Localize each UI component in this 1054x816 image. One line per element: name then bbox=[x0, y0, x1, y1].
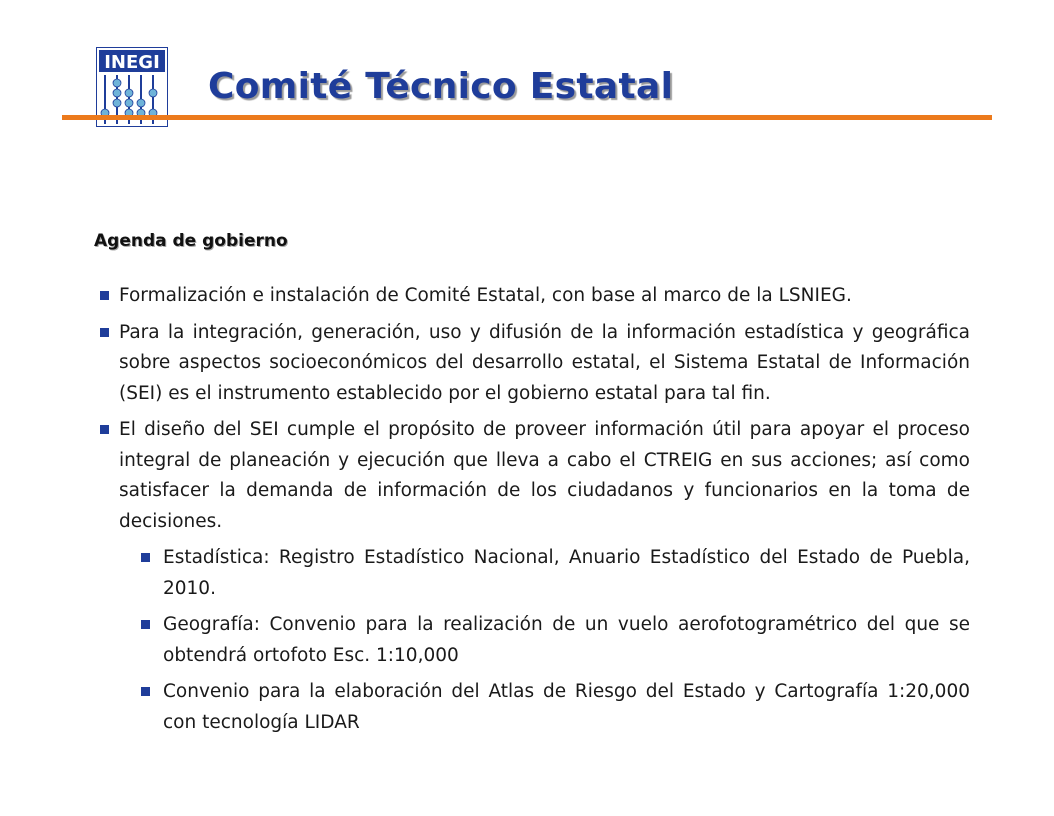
list-item bbox=[119, 281, 970, 312]
square-bullet-icon bbox=[100, 291, 109, 300]
sub-list-item bbox=[163, 677, 970, 738]
square-bullet-icon bbox=[141, 687, 150, 696]
svg-text:INEGI: INEGI bbox=[104, 52, 160, 73]
header-divider bbox=[62, 115, 992, 120]
square-bullet-icon bbox=[141, 553, 150, 562]
sub-list-item bbox=[163, 610, 970, 671]
sub-list-item bbox=[163, 543, 970, 604]
sub-list-item-text: Estadística: Registro Estadístico Nacional, Anuario Estadístico del Estado de Puebla, 2010. bbox=[163, 547, 970, 599]
list-item bbox=[119, 318, 970, 410]
sub-list-item-text: Geografía: Convenio para la realización de un vuelo aerofotogramétrico del que se obtendrá ortofoto Esc. 1:10,000 bbox=[163, 614, 970, 666]
page-title: Comité Técnico Estatal bbox=[208, 66, 674, 107]
agenda-list bbox=[0, 281, 1054, 744]
sub-list-item-text: Convenio para la elaboración del Atlas de Riesgo del Estado y Cartografía 1:20,000 con tecnología LIDAR bbox=[163, 681, 970, 733]
list-item bbox=[119, 415, 970, 537]
square-bullet-icon bbox=[141, 620, 150, 629]
square-bullet-icon bbox=[100, 328, 109, 337]
list-item-text: Para la integración, generación, uso y difusión de la información estadística y geográfica sobre aspectos socioeconómicos del desarrollo estatal, el Sistema Estatal de Información (SEI) es el instrumento establecido por el gobierno estatal para tal fin. bbox=[119, 321, 970, 404]
list-item-text: El diseño del SEI cumple el propósito de proveer información útil para apoyar el proceso integral de planeación y ejecución que lleva a cabo el CTREIG en sus acciones; así como satisfacer la demanda de información de los ciudadanos y funcionarios en la toma de decisiones. bbox=[119, 419, 970, 532]
square-bullet-icon bbox=[100, 425, 109, 434]
section-heading: Agenda de gobierno bbox=[94, 231, 288, 251]
list-item-text: Formalización e instalación de Comité Estatal, con base al marco de la LSNIEG. bbox=[119, 285, 852, 306]
